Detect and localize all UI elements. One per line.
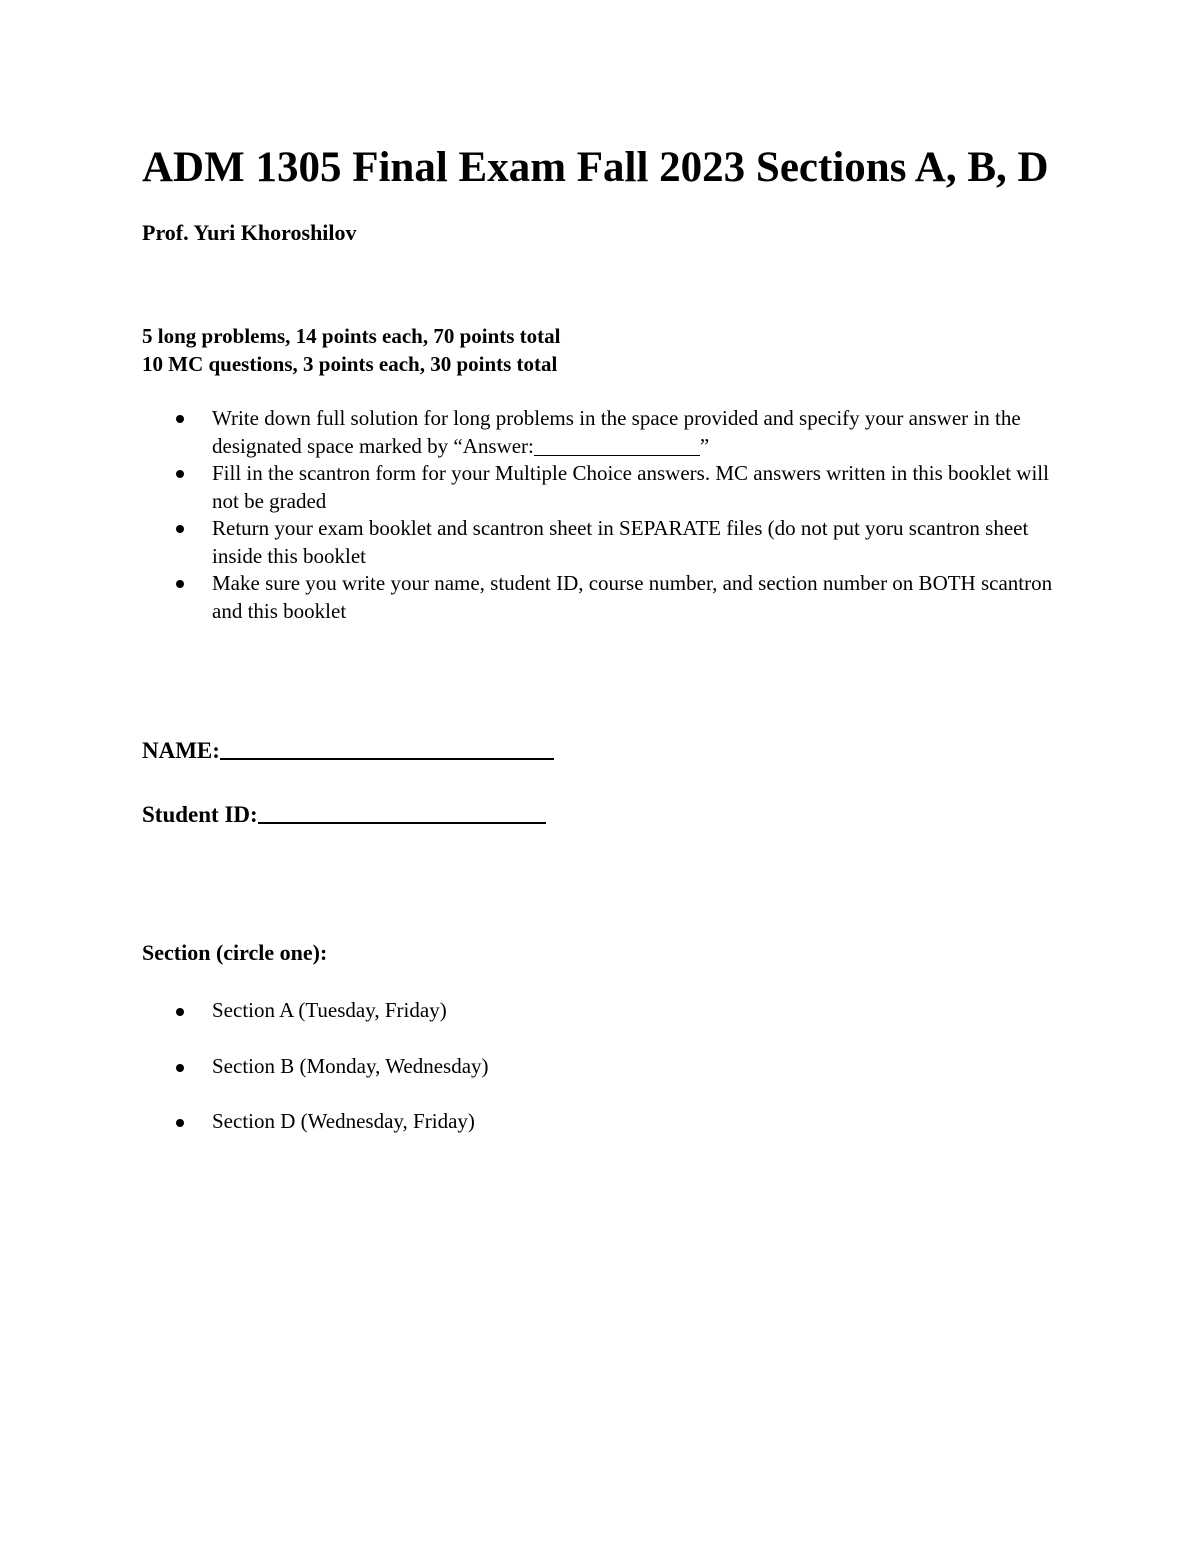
section-option-a[interactable] [212, 998, 489, 1054]
instruction-text-2: Fill in the scantron form for your Multiple Choice answers. MC answers written in this booklet will not be graded [212, 461, 1049, 513]
student-id-field [142, 800, 546, 828]
instruction-item [212, 515, 1062, 570]
section-option-label: Section A (Tuesday, Friday) [212, 998, 447, 1022]
instruction-item [212, 460, 1062, 515]
section-options-list [212, 998, 489, 1165]
instruction-item [212, 405, 1062, 460]
name-input-line[interactable] [220, 736, 554, 760]
section-option-label: Section B (Monday, Wednesday) [212, 1053, 489, 1078]
name-field [142, 736, 554, 764]
points-summary [142, 322, 561, 378]
bullet-icon [176, 1064, 184, 1072]
answer-blank [534, 435, 700, 456]
bullet-icon [176, 1119, 184, 1127]
bullet-icon [176, 1008, 184, 1016]
bullet-icon [176, 525, 184, 533]
section-option-d[interactable] [212, 1109, 489, 1165]
instruction-text-4: Make sure you write your name, student ID, course number, and section number on BOTH scantron and this booklet [212, 571, 1053, 623]
instruction-text-3: Return your exam booklet and scantron sheet in SEPARATE files (do not put yoru scantron sheet inside this booklet [212, 516, 1029, 568]
instructions-list [212, 405, 1062, 625]
section-option-label: Section D (Wednesday, Friday) [212, 1109, 475, 1133]
section-heading: Section (circle one): [142, 940, 328, 965]
instruction-item [212, 570, 1062, 625]
professor-name: Prof. Yuri Khoroshilov [142, 220, 357, 245]
long-problems-points: 5 long problems, 14 points each, 70 points total [142, 324, 561, 348]
page-title: ADM 1305 Final Exam Fall 2023 Sections A, B, D [142, 144, 1049, 191]
mc-questions-points: 10 MC questions, 3 points each, 30 points total [142, 352, 558, 376]
student-id-label: Student ID: [142, 802, 258, 827]
section-option-b[interactable] [212, 1054, 489, 1110]
student-id-input-line[interactable] [258, 800, 546, 824]
bullet-icon [176, 415, 184, 423]
instruction-text-1: Write down full solution for long problems in the space provided and specify your answer in the designated space marked by “Answer: [212, 406, 1021, 458]
bullet-icon [176, 580, 184, 588]
instruction-text-1-end: ” [699, 433, 710, 458]
bullet-icon [176, 470, 184, 478]
name-label: NAME: [142, 738, 220, 763]
